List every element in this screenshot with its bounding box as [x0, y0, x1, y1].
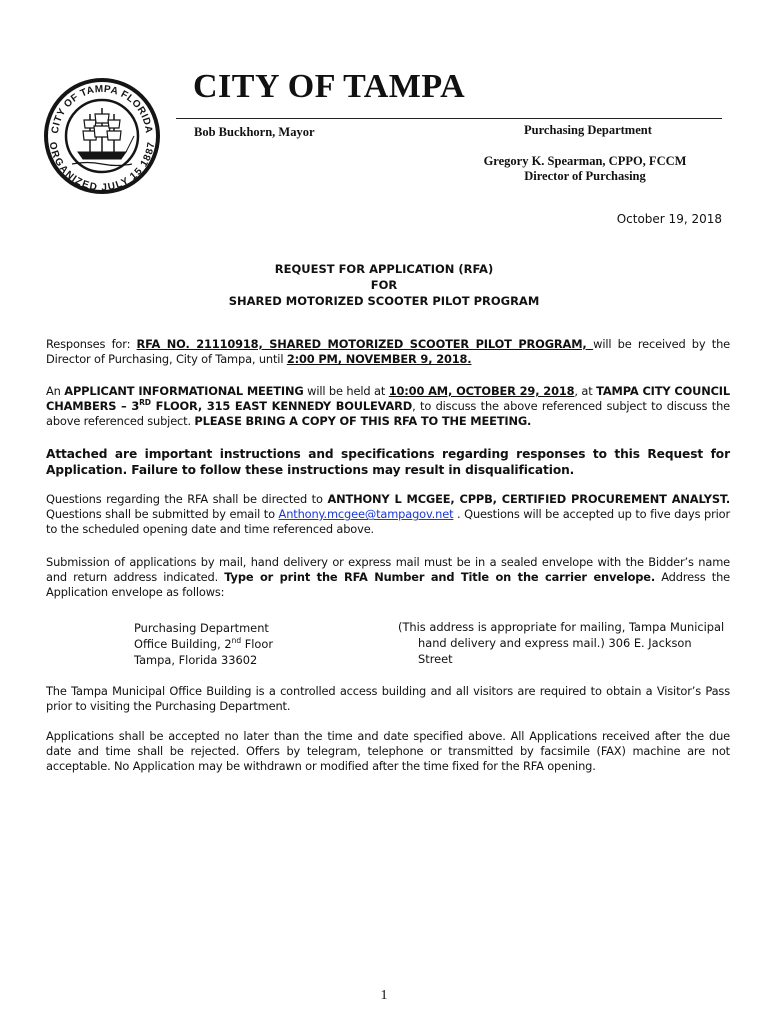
text-span: An [46, 384, 65, 398]
submission-paragraph [46, 555, 730, 601]
heading-line-3: SHARED MOTORIZED SCOOTER PILOT PROGRAM [228, 294, 540, 308]
text-span: Responses for: [46, 337, 137, 351]
envelope-instruction: Type or print the RFA Number and Title on the carrier envelope. [224, 570, 656, 585]
contact-email-link[interactable]: Anthony.mcgee@tampagov.net [278, 507, 454, 522]
city-title: CITY OF TAMPA [193, 68, 466, 105]
director-name: Gregory K. Spearman, CPPO, FCCM [483, 154, 687, 168]
text-span: Floor [241, 637, 274, 651]
text-span: Office Building, 2 [134, 637, 232, 651]
letter-date: October 19, 2018 [616, 212, 722, 226]
city-seal-logo [42, 76, 162, 196]
text-span: TAMPA CITY COUNCIL CHAMBERS – 3 [46, 384, 731, 414]
svg-text:ORGANIZED JULY 15 1887: ORGANIZED JULY 15 1887 [46, 141, 158, 194]
instructions-warning: Attached are important instructions and specifications regarding responses to this Request for Application. Failure to follow these instructions may result in disqualification. [46, 447, 730, 477]
text-span: Questions regarding the RFA shall be directed to [46, 492, 328, 506]
address-note [398, 619, 728, 667]
bring-copy-notice: PLEASE BRING A COPY OF THIS RFA TO THE MEETING. [194, 414, 532, 429]
meeting-time: 10:00 AM, OCTOBER 29, 2018 [388, 384, 575, 398]
text-span: FLOOR, 315 EAST KENNEDY BOULEVARD [150, 399, 413, 414]
mailing-address [134, 620, 273, 668]
text-span: . Questions will be accepted up to five days prior to the scheduled opening date and time referenced above. [46, 507, 730, 537]
response-deadline: 2:00 PM, NOVEMBER 9, 2018. [286, 352, 472, 367]
responses-paragraph [46, 337, 730, 367]
superscript: nd [231, 636, 242, 646]
access-paragraph: The Tampa Municipal Office Building is a controlled access building and all visitors are required to obtain a Visitor’s Pass prior to visiting the Purchasing Department. [46, 684, 730, 714]
contact-person: ANTHONY L MCGEE, CPPB, CERTIFIED PROCUREMENT ANALYST. [327, 492, 730, 506]
address-line-2 [134, 636, 273, 652]
mayor-name: Bob Buckhorn, Mayor [194, 125, 315, 139]
heading-line-1: REQUEST FOR APPLICATION (RFA) [274, 262, 494, 276]
acceptance-paragraph: Applications shall be accepted no later than the time and date specified above. All Applications received after the due date and time shall be rejected. Offers by telegram, telephone or transmitted by facsimile (FAX) machine are not acceptable. No Application may be withdrawn or modified after the time fixed for the RFA opening. [46, 729, 730, 774]
meeting-label: APPLICANT INFORMATIONAL MEETING [64, 384, 304, 398]
rfa-number: RFA NO. 21110918, SHARED MOTORIZED SCOOTER PILOT PROGRAM, [136, 337, 594, 351]
director-block [470, 154, 700, 184]
heading-line-2: FOR [370, 278, 398, 292]
text-span: , at [574, 384, 597, 398]
text-span: Address the Application envelope as follows: [46, 570, 730, 600]
text-span: Questions shall be submitted by email to [46, 507, 279, 522]
director-title: Director of Purchasing [524, 169, 646, 183]
text-span: , to discuss the above referenced subject to discuss the above referenced subject. [46, 399, 730, 429]
questions-paragraph [46, 492, 730, 538]
header-divider [176, 118, 722, 119]
superscript: RD [139, 398, 151, 408]
text-span: Submission of applications by mail, hand delivery or express mail must be in a sealed envelope with the Bidder’s name and return address indicated. [46, 555, 730, 585]
address-line-1: Purchasing Department [134, 621, 269, 635]
department-name: Purchasing Department [524, 123, 652, 137]
address-note-line-1: (This address is appropriate for mailing, Tampa Municipal [398, 620, 725, 634]
page-number: 1 [380, 988, 388, 1003]
address-note-line-2: hand delivery and express mail.) 306 E. Jackson Street [418, 636, 692, 666]
svg-text:CITY OF TAMPA FLORIDA: CITY OF TAMPA FLORIDA [49, 83, 155, 135]
document-heading [46, 261, 722, 309]
text-span: will be received by the Director of Purchasing, City of Tampa, until [46, 337, 730, 367]
address-line-3: Tampa, Florida 33602 [134, 653, 258, 667]
text-span: will be held at [303, 384, 389, 398]
meeting-paragraph [46, 384, 730, 430]
